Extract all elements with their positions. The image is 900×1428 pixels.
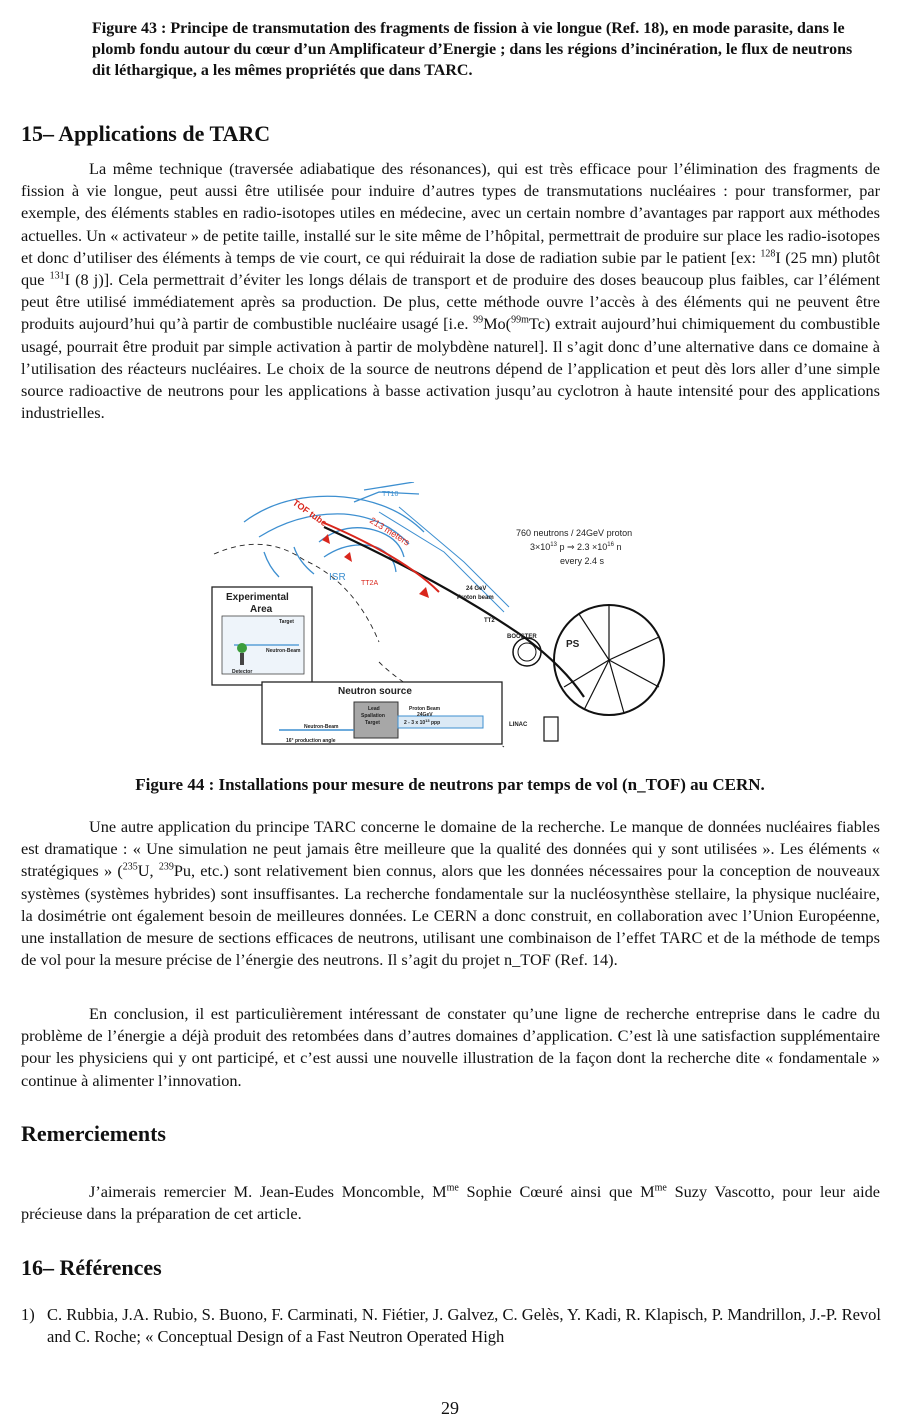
reference-number: 1)	[21, 1305, 35, 1324]
stats-text: p ⇒ 2.3 ×10	[556, 542, 608, 552]
text-run: J’aimerais remercier M. Jean-Eudes Moncomble, M	[89, 1182, 447, 1201]
text-run: I (8 j)]. Cela permettrait d’éviter les longs délais de transport et de produire des doses beaucoup plus faibles, car l’élément peut être utilisé immédiatement après sa production. De plus, cette méthode ouvre l’accès à des éléments qui ne peuvent être produits aujourd’hui qu’à partir de combustible nucléaire usagé [i.e.	[21, 270, 880, 334]
neutron-source-label: Neutron source	[338, 686, 412, 697]
production-angle-label: 16° production angle	[286, 738, 336, 744]
linac-label: LINAC	[509, 722, 528, 728]
spallation-label: Spallation	[361, 713, 385, 719]
section-15-paragraph	[21, 158, 880, 424]
remerciements-heading: Remerciements	[21, 1121, 166, 1146]
text-run: Suzy Vascotto, pour leur aide précieuse dans la préparation de cet article.	[21, 1182, 880, 1224]
neutron-beam-label: Neutron-Beam	[266, 648, 301, 654]
superscript: 235	[122, 861, 138, 873]
superscript: me	[446, 1182, 459, 1194]
experimental-label: Experimental	[226, 592, 289, 603]
stats-sup: 13	[550, 542, 557, 548]
text-run: Mo(	[483, 314, 512, 334]
neutron-beam-2-label: Neutron-Beam	[304, 724, 339, 730]
stats-text: n	[613, 542, 622, 552]
superscript: 131	[49, 270, 65, 282]
superscript: 128	[760, 248, 776, 260]
references-heading: 16– Références	[21, 1255, 162, 1280]
ntof-facility-diagram	[204, 482, 704, 754]
stats-line-2	[530, 542, 622, 552]
remerciements-paragraph	[21, 1181, 880, 1225]
target-label: Target	[279, 619, 294, 625]
superscript: me	[654, 1182, 667, 1194]
page-number: 29	[441, 1398, 459, 1418]
text-run: Pu, etc.) sont relativement bien connus, alors que les données nécessaires pour la conception de nouveaux systèmes (systèmes hybrides) sont insuffisantes. La recherche fondamentale sur la nucléosynthèse stellaire, la physique nucléaire, la dosimétrie ont également besoin de meilleures données. Le CERN a donc construit, en collaboration avec l’Union Européenne, une installation de mesure de sections efficaces de neutrons, utilisant une combinaison de l’effet TARC et de la méthode de temps de vol pour la mesure précise de l’énergie des neutrons. Il s’agit du projet n_TOF (Ref. 14).	[21, 861, 881, 970]
proton-beam-label: Proton beam	[457, 595, 494, 601]
tof-tube-label: TOF tube	[290, 497, 329, 529]
pb-beam-label: Proton Beam	[409, 706, 441, 712]
lead-label: Lead	[368, 706, 380, 712]
pb-text: ppp	[429, 720, 441, 726]
text-run: U,	[137, 861, 159, 881]
text-run: Une autre application du principe TARC concerne le domaine de la recherche. Le manque de données nucléaires fiables est dramatique : « Une simulation ne peut jamais être meilleure que la qualité des données qui y sont utilisées ». Les éléments « stratégiques » (	[21, 817, 880, 881]
pb-text: 2 - 3 x 10	[404, 720, 426, 726]
superscript: 99	[473, 315, 484, 326]
stats-line-3: every 2.4 s	[560, 556, 605, 566]
stats-sup: 16	[607, 542, 614, 548]
paragraph-conclusion: En conclusion, il est particulièrement intéressant de constater qu’une ligne de recherche entreprise dans le cadre du problème de l’énergie a déjà produit des retombées dans d’autres domaines d’application. C’est là une satisfaction supplémentaire pour les physiciens qui y ont participé, et c’est aussi une nouvelle illustration de la façon dont la recherche dite « fondamentale » continue à alimenter l’innovation.	[21, 1004, 880, 1090]
booster-label: BOOSTER	[507, 634, 537, 640]
pb-energy-label: 24GeV	[417, 712, 433, 718]
tt2a-label: TT2A	[361, 580, 379, 587]
text-run: La même technique (traversée adiabatique des résonances), qui est très efficace pour l’élimination des fragments de fission à vie longue, peut aussi être utilisée pour induire d’autres types de transmutations nucléaires : pour transformer, par exemple, des éléments stables en radio-isotopes utiles en médecine, avec un certain nombre d’avantages par rapport aux méthodes actuelles. Un « activateur » de petite taille, installé sur le site même de l’hôpital, permettrait de produire sur place les radio-isotopes et donc d’utiliser des éléments à temps de vie court, ce qui réduirait la dose de radiation subie par le patient [ex:	[21, 159, 880, 267]
pb-sup: 13	[425, 718, 430, 723]
figure-44-caption: Figure 44 : Installations pour mesure de neutrons par temps de vol (n_TOF) au CERN.	[135, 775, 765, 794]
reference-text: C. Rubbia, J.A. Rubio, S. Buono, F. Carminati, N. Fiétier, J. Galvez, C. Gelès, Y. Kadi, R. Klapisch, P. Mandrillon, J.-P. Revol and C. Roche; « Conceptual Design of a Fast Neutron Operated High	[47, 1305, 881, 1346]
text-run: Sophie Cœuré ainsi que M	[458, 1182, 655, 1201]
lead-target-label: Target	[365, 720, 380, 726]
tt2-label: TT2	[484, 618, 495, 624]
red-markers	[322, 534, 429, 598]
meters-label: 213 meters	[367, 515, 412, 548]
ps-ring	[513, 605, 664, 741]
superscript: 239	[158, 861, 174, 873]
ps-label: PS	[566, 639, 580, 650]
isr-label: ISR	[329, 572, 346, 583]
section-15-heading: 15– Applications de TARC	[21, 121, 271, 146]
beam-energy-label: 24 GeV	[466, 586, 487, 592]
area-label: Area	[250, 604, 273, 615]
figure-43-caption: Figure 43 : Principe de transmutation des fragments de fission à vie longue (Ref. 18), en mode parasite, dans le plomb fondu autour du cœur d’un Amplificateur d’Energie ; dans les régions d’incinération, le flux de neutrons dit léthargique, a les mêmes propriétés que dans TARC.	[92, 20, 853, 79]
detector-label: Detector	[232, 669, 253, 675]
paragraph-research	[21, 816, 880, 971]
text-run: Tc) extrait aujourd’hui chimiquement du combustible usagé, pourrait être produit par simple activation à partir de molybdène naturel]. Il s’agit donc d’une alternative dans ce domaine à l’utilisation des réacteurs nucléaires. Le choix de la source de neutrons dépend de l’application et peut dès lors aller d’une simple source radioactive de neutrons pour les applications à basse activation jusqu’au cyclotron à haute intensité pour des applications industrielles.	[21, 314, 880, 423]
stats-text: 3×10	[530, 542, 551, 552]
text-run: I (25 mn) plutôt que	[21, 247, 880, 290]
superscript: 99m	[511, 315, 529, 326]
tt10-label: TT10	[382, 491, 399, 498]
stats-line-1: 760 neutrons / 24GeV proton	[516, 528, 633, 538]
pb-intensity-label	[404, 718, 440, 726]
